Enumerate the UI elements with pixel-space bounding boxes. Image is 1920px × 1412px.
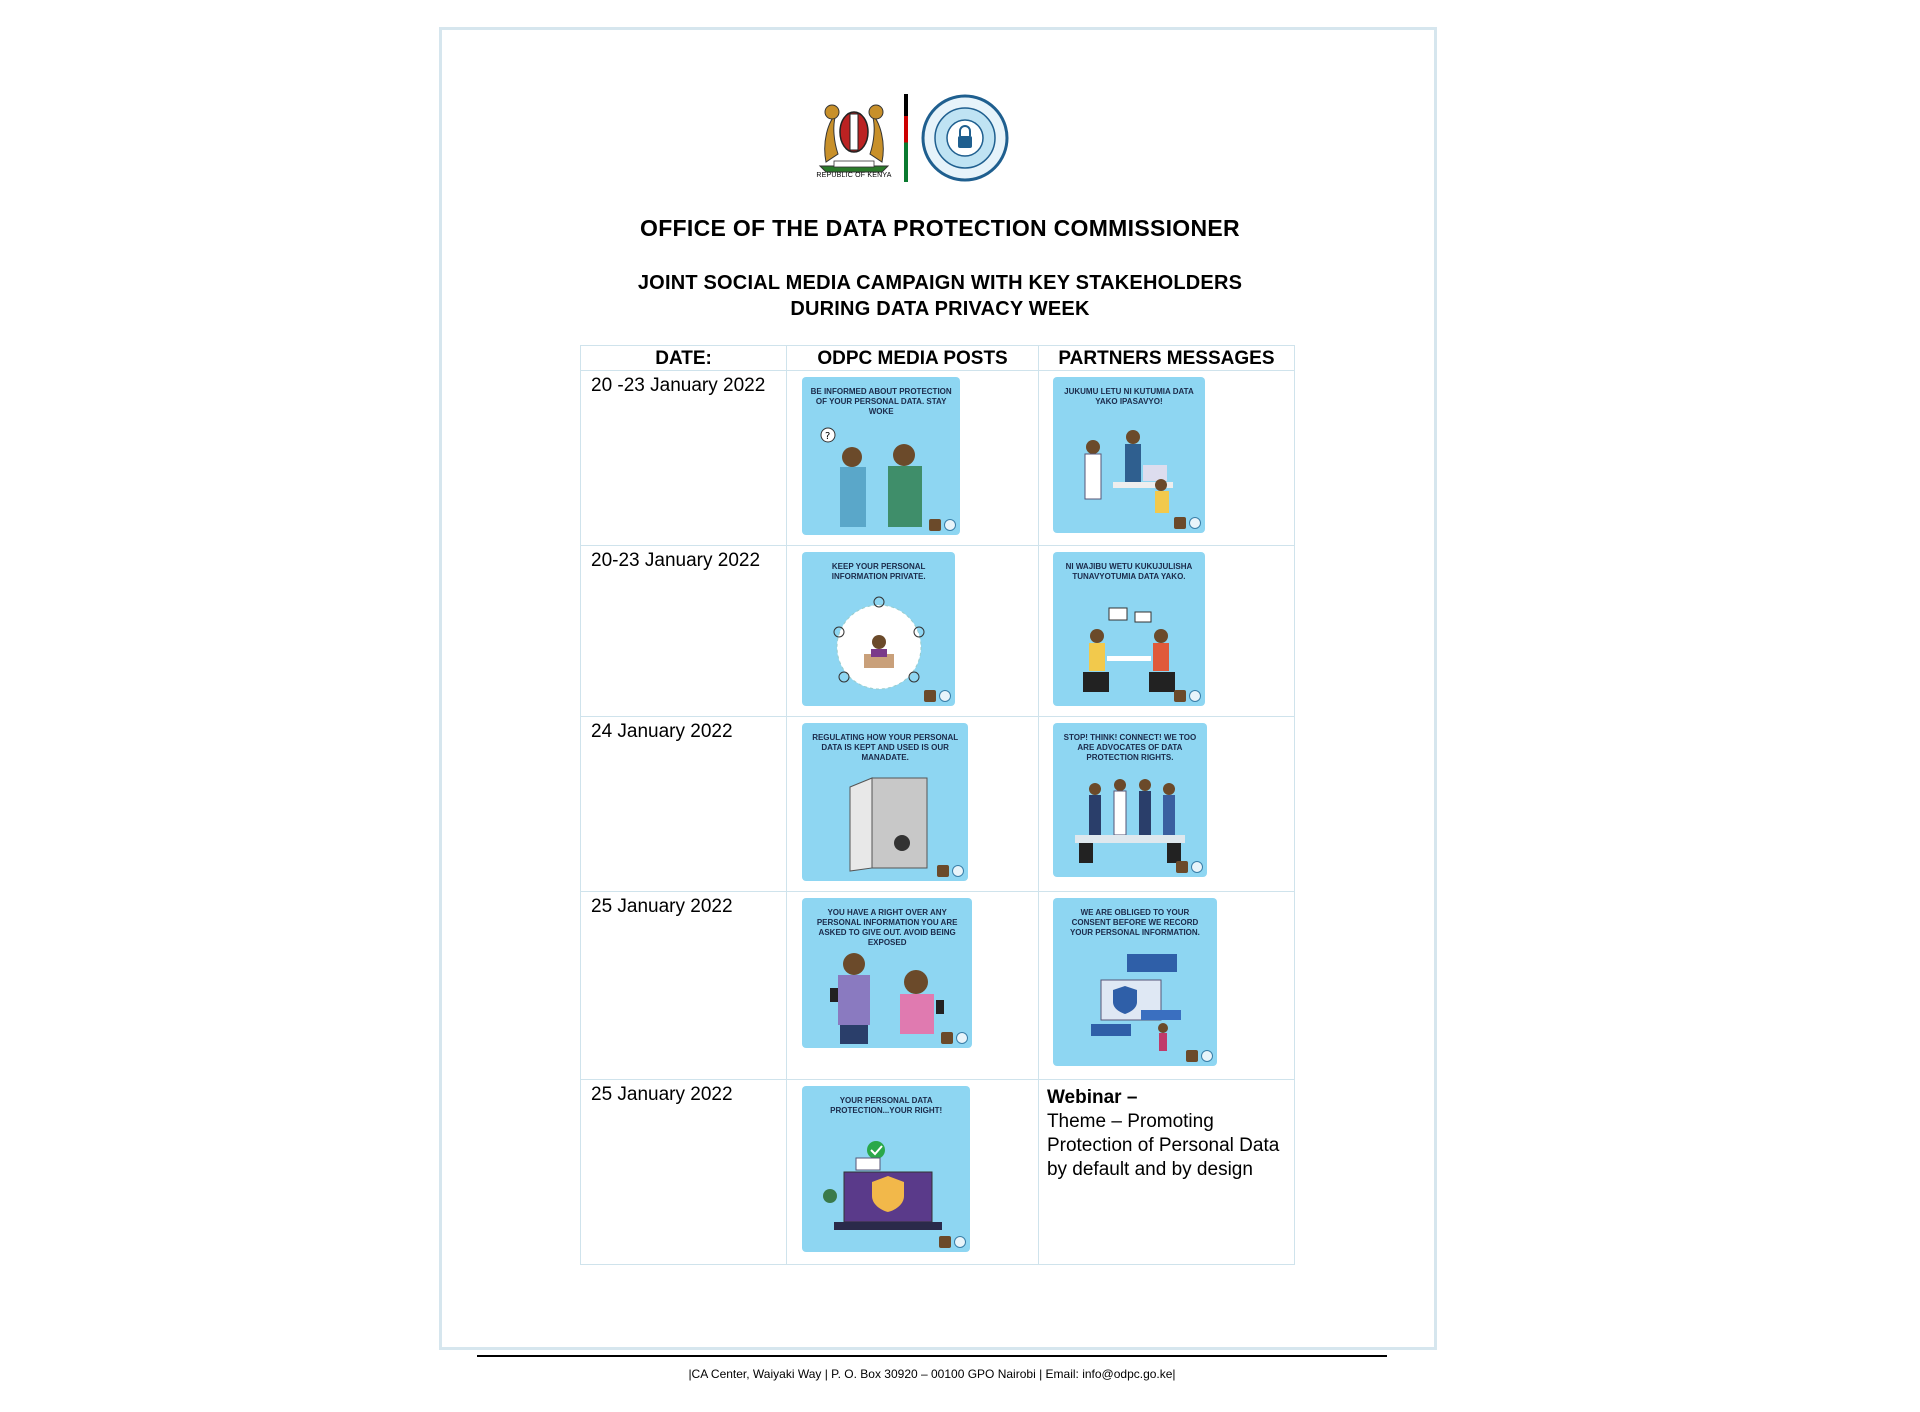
meeting-illustration-icon bbox=[1069, 598, 1189, 698]
poster-badges bbox=[1186, 1050, 1213, 1062]
coat-badge-icon bbox=[1174, 517, 1186, 529]
poster-badges bbox=[1174, 517, 1201, 529]
poster-caption: STOP! THINK! CONNECT! WE TOO ARE ADVOCATES OF DATA PROTECTION RIGHTS. bbox=[1063, 733, 1197, 762]
poster-caption: NI WAJIBU WETU KUKUJULISHA TUNAVYOTUMIA DATA YAKO. bbox=[1065, 562, 1193, 581]
poster-badges bbox=[929, 519, 956, 531]
odpc-post-cell bbox=[787, 717, 1039, 892]
odpc-poster-image bbox=[802, 552, 955, 706]
poster-caption: YOUR PERSONAL DATA PROTECTION...YOUR RIGHT! bbox=[830, 1096, 943, 1115]
webinar-theme: Theme – Promoting Protection of Personal Data by default and by design bbox=[1046, 1111, 1280, 1180]
coat-badge-icon bbox=[939, 1236, 951, 1248]
coat-of-arms-label: REPUBLIC OF KENYA bbox=[816, 172, 892, 179]
campaign-table bbox=[580, 345, 1295, 1265]
poster-badges bbox=[937, 865, 964, 877]
header-date: DATE: bbox=[581, 346, 787, 371]
subtitle-line-2: DURING DATA PRIVACY WEEK bbox=[790, 298, 1090, 320]
date-cell: 24 January 2022 bbox=[581, 717, 787, 892]
coat-badge-icon bbox=[1176, 861, 1188, 873]
table-row bbox=[581, 1080, 1295, 1265]
table-header-row bbox=[581, 346, 1295, 371]
odpc-post-cell bbox=[787, 1080, 1039, 1265]
consent-security-illustration-icon bbox=[1081, 950, 1191, 1054]
header-partners-messages: PARTNERS MESSAGES bbox=[1038, 346, 1294, 371]
header-logos bbox=[808, 92, 1018, 188]
webinar-title: Webinar – bbox=[1046, 1087, 1138, 1108]
footer-divider bbox=[477, 1355, 1387, 1357]
webinar-cell bbox=[1038, 1080, 1294, 1265]
odpc-poster-image bbox=[802, 898, 972, 1048]
table-row bbox=[581, 717, 1295, 892]
footer-address: |CA Center, Waiyaki Way | P. O. Box 30920 – 00100 GPO Nairobi | Email: info@odpc.go.ke| bbox=[688, 1367, 1176, 1381]
flag-divider bbox=[904, 94, 908, 182]
poster-caption: JUKUMU LETU NI KUTUMIA DATA YAKO IPASAVYO! bbox=[1064, 387, 1194, 406]
header-odpc-media-posts: ODPC MEDIA POSTS bbox=[787, 346, 1039, 371]
date-cell: 20 -23 January 2022 bbox=[581, 371, 787, 546]
svg-text:?: ? bbox=[825, 431, 831, 442]
seal-badge-icon bbox=[954, 1236, 966, 1248]
poster-badges bbox=[1174, 690, 1201, 702]
team-illustration-icon bbox=[1065, 775, 1195, 869]
partner-poster-image bbox=[1053, 723, 1207, 877]
date-cell: 20-23 January 2022 bbox=[581, 546, 787, 717]
partner-poster-image bbox=[1053, 552, 1205, 706]
seal-badge-icon bbox=[952, 865, 964, 877]
poster-caption: WE ARE OBLIGED TO YOUR CONSENT BEFORE WE RECORD YOUR PERSONAL INFORMATION. bbox=[1069, 908, 1200, 937]
partner-message-cell bbox=[1038, 371, 1294, 546]
odpc-poster-image bbox=[802, 723, 968, 881]
seal-badge-icon bbox=[939, 690, 951, 702]
laptop-shield-illustration-icon bbox=[820, 1136, 954, 1240]
partner-poster-image bbox=[1053, 898, 1217, 1066]
poster-caption: KEEP YOUR PERSONAL INFORMATION PRIVATE. bbox=[831, 562, 926, 581]
office-workers-illustration-icon bbox=[1073, 427, 1185, 523]
seal-badge-icon bbox=[1189, 690, 1201, 702]
odpc-post-cell bbox=[787, 371, 1039, 546]
table-row bbox=[581, 892, 1295, 1080]
subtitle-line-1: JOINT SOCIAL MEDIA CAMPAIGN WITH KEY STAKEHOLDERS bbox=[637, 272, 1243, 294]
privacy-circle-illustration-icon bbox=[824, 592, 934, 702]
coat-badge-icon bbox=[929, 519, 941, 531]
seal-badge-icon bbox=[1189, 517, 1201, 529]
seal-badge-icon bbox=[944, 519, 956, 531]
safe-vault-illustration-icon bbox=[842, 773, 932, 873]
poster-badges bbox=[941, 1032, 968, 1044]
table-row bbox=[581, 546, 1295, 717]
poster-caption: BE INFORMED ABOUT PROTECTION OF YOUR PERSONAL DATA. STAY WOKE bbox=[810, 387, 952, 416]
coat-badge-icon bbox=[1186, 1050, 1198, 1062]
odpc-poster-image bbox=[802, 1086, 970, 1252]
coat-badge-icon bbox=[941, 1032, 953, 1044]
odpc-post-cell bbox=[787, 546, 1039, 717]
man-woman-phones-illustration-icon bbox=[820, 944, 954, 1044]
partner-message-cell bbox=[1038, 717, 1294, 892]
poster-caption: YOU HAVE A RIGHT OVER ANY PERSONAL INFORMATION YOU ARE ASKED TO GIVE OUT. AVOID BEING EXPOSED bbox=[816, 908, 958, 947]
table-row bbox=[581, 371, 1295, 546]
coat-badge-icon bbox=[924, 690, 936, 702]
poster-badges bbox=[1176, 861, 1203, 873]
seal-badge-icon bbox=[956, 1032, 968, 1044]
page-subtitle bbox=[480, 270, 1400, 322]
coat-badge-icon bbox=[1174, 690, 1186, 702]
date-cell: 25 January 2022 bbox=[581, 1080, 787, 1265]
odpc-post-cell bbox=[787, 892, 1039, 1080]
poster-caption: REGULATING HOW YOUR PERSONAL DATA IS KEPT AND USED IS OUR MANADATE. bbox=[812, 733, 959, 762]
coat-badge-icon bbox=[937, 865, 949, 877]
partner-message-cell bbox=[1038, 546, 1294, 717]
seal-badge-icon bbox=[1191, 861, 1203, 873]
odpc-poster-image bbox=[802, 377, 960, 535]
seal-badge-icon bbox=[1201, 1050, 1213, 1062]
two-men-illustration-icon bbox=[814, 427, 948, 527]
partner-message-cell bbox=[1038, 892, 1294, 1080]
odpc-seal-icon bbox=[921, 94, 1009, 182]
poster-badges bbox=[939, 1236, 966, 1248]
date-cell: 25 January 2022 bbox=[581, 892, 787, 1080]
page-title: OFFICE OF THE DATA PROTECTION COMMISSIONER bbox=[640, 215, 1240, 241]
partner-poster-image bbox=[1053, 377, 1205, 533]
poster-badges bbox=[924, 690, 951, 702]
